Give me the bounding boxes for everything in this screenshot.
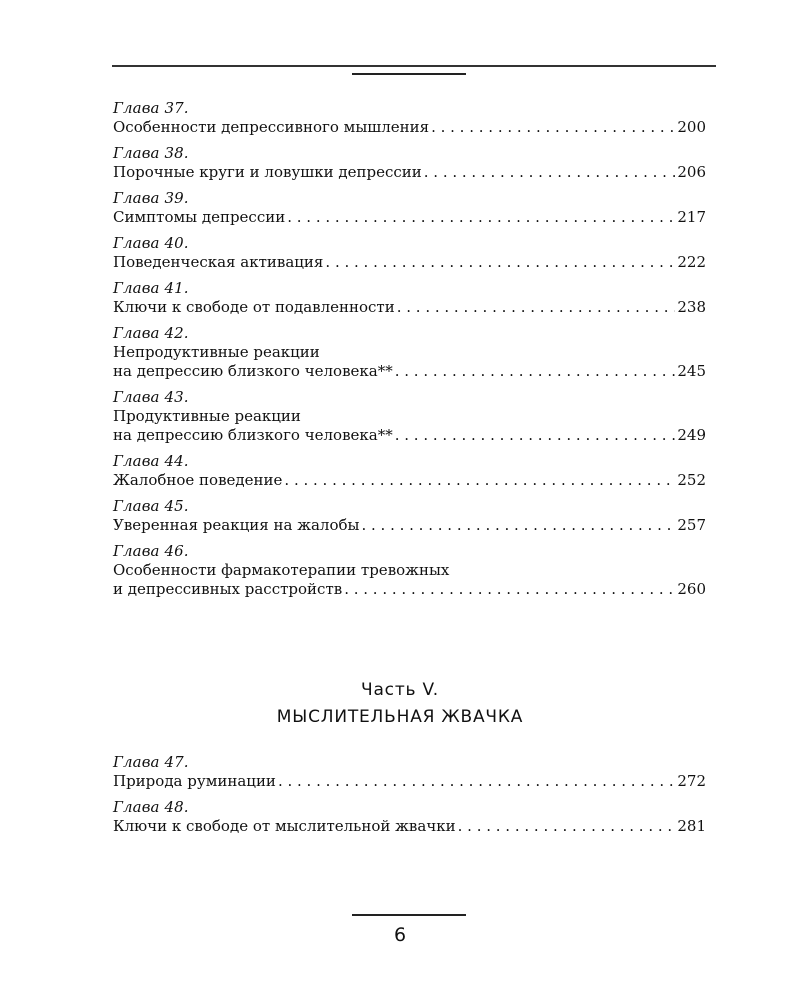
chapter-label: Глава 43. <box>113 388 189 406</box>
chapter-label: Глава 40. <box>113 234 189 252</box>
chapter-title-line: Продуктивные реакции <box>113 407 301 425</box>
chapter-label: Глава 38. <box>113 144 189 162</box>
toc-entry[interactable] <box>113 452 706 490</box>
page-number: 6 <box>393 924 407 946</box>
chapter-title-row <box>113 208 706 227</box>
chapter-label: Глава 46. <box>113 542 189 560</box>
toc-entry[interactable] <box>113 189 706 227</box>
dot-leader <box>284 471 675 490</box>
page-ref: 281 <box>677 817 706 835</box>
page-ref: 238 <box>677 298 706 316</box>
chapter-title-row <box>113 772 706 791</box>
toc-entry[interactable] <box>113 798 706 836</box>
page-ref: 245 <box>677 362 706 380</box>
toc-entry[interactable] <box>113 753 706 791</box>
chapter-label: Глава 42. <box>113 324 189 342</box>
page-ref: 257 <box>677 516 706 534</box>
page-ref: 272 <box>677 772 706 790</box>
chapter-title-row <box>113 471 706 490</box>
chapter-title-row <box>113 426 706 445</box>
chapter-title-row <box>113 118 706 137</box>
dot-leader <box>424 163 676 182</box>
chapter-title-row <box>113 298 706 317</box>
toc-entry[interactable] <box>113 542 706 599</box>
page-ref: 217 <box>677 208 706 226</box>
toc-entry[interactable] <box>113 324 706 381</box>
dot-leader <box>397 298 676 317</box>
page-ref: 206 <box>677 163 706 181</box>
chapter-title-row <box>113 580 706 599</box>
chapter-title: на депрессию близкого человека** <box>113 426 393 444</box>
chapter-title-row <box>113 817 706 836</box>
toc-entry[interactable] <box>113 388 706 445</box>
page-ref: 252 <box>677 471 706 489</box>
toc-list-bottom <box>113 753 706 843</box>
chapter-title: Жалобное поведение <box>113 471 283 489</box>
part-number: Часть V. <box>361 680 439 700</box>
chapter-title-line: Особенности фармакотерапии тревожных <box>113 561 450 579</box>
chapter-title-row <box>113 163 706 182</box>
chapter-title-row <box>113 516 706 535</box>
chapter-label: Глава 39. <box>113 189 189 207</box>
toc-entry[interactable] <box>113 279 706 317</box>
toc-entry[interactable] <box>113 99 706 137</box>
page-ref: 249 <box>677 426 706 444</box>
toc-entry[interactable] <box>113 144 706 182</box>
chapter-label: Глава 44. <box>113 452 189 470</box>
chapter-title: на депрессию близкого человека** <box>113 362 393 380</box>
chapter-label: Глава 45. <box>113 497 189 515</box>
toc-list-top <box>113 99 706 606</box>
page-ref: 200 <box>677 118 706 136</box>
footer-rule <box>352 914 466 916</box>
chapter-title: Симптомы депрессии <box>113 208 286 226</box>
toc-entry[interactable] <box>113 497 706 535</box>
chapter-label: Глава 41. <box>113 279 189 297</box>
dot-leader <box>344 580 675 599</box>
chapter-title: Уверенная реакция на жалобы <box>113 516 360 534</box>
dot-leader <box>431 118 675 137</box>
dot-leader <box>361 516 675 535</box>
page-ref: 222 <box>677 253 706 271</box>
chapter-title: Природа руминации <box>113 772 276 790</box>
chapter-title: Порочные круги и ловушки депрессии <box>113 163 422 181</box>
dot-leader <box>395 426 676 445</box>
chapter-label: Глава 47. <box>113 753 189 771</box>
dot-leader <box>287 208 675 227</box>
dot-leader <box>278 772 675 791</box>
chapter-title: Поведенческая активация <box>113 253 324 271</box>
dot-leader <box>458 817 676 836</box>
chapter-title: Ключи к свободе от мыслительной жвачки <box>113 817 456 835</box>
chapter-title-row <box>113 362 706 381</box>
part-title: МЫСЛИТЕЛЬНАЯ ЖВАЧКА <box>276 707 524 727</box>
chapter-title: Особенности депрессивного мышления <box>113 118 430 136</box>
chapter-label: Глава 37. <box>113 99 189 117</box>
header-short-rule <box>352 73 466 75</box>
toc-entry[interactable] <box>113 234 706 272</box>
chapter-title: Ключи к свободе от подавленности <box>113 298 395 316</box>
chapter-label: Глава 48. <box>113 798 189 816</box>
header-rule <box>112 65 716 67</box>
chapter-title: и депрессивных расстройств <box>113 580 343 598</box>
chapter-title-line: Непродуктивные реакции <box>113 343 320 361</box>
dot-leader <box>325 253 675 272</box>
chapter-title-row <box>113 253 706 272</box>
dot-leader <box>395 362 676 381</box>
page-ref: 260 <box>677 580 706 598</box>
